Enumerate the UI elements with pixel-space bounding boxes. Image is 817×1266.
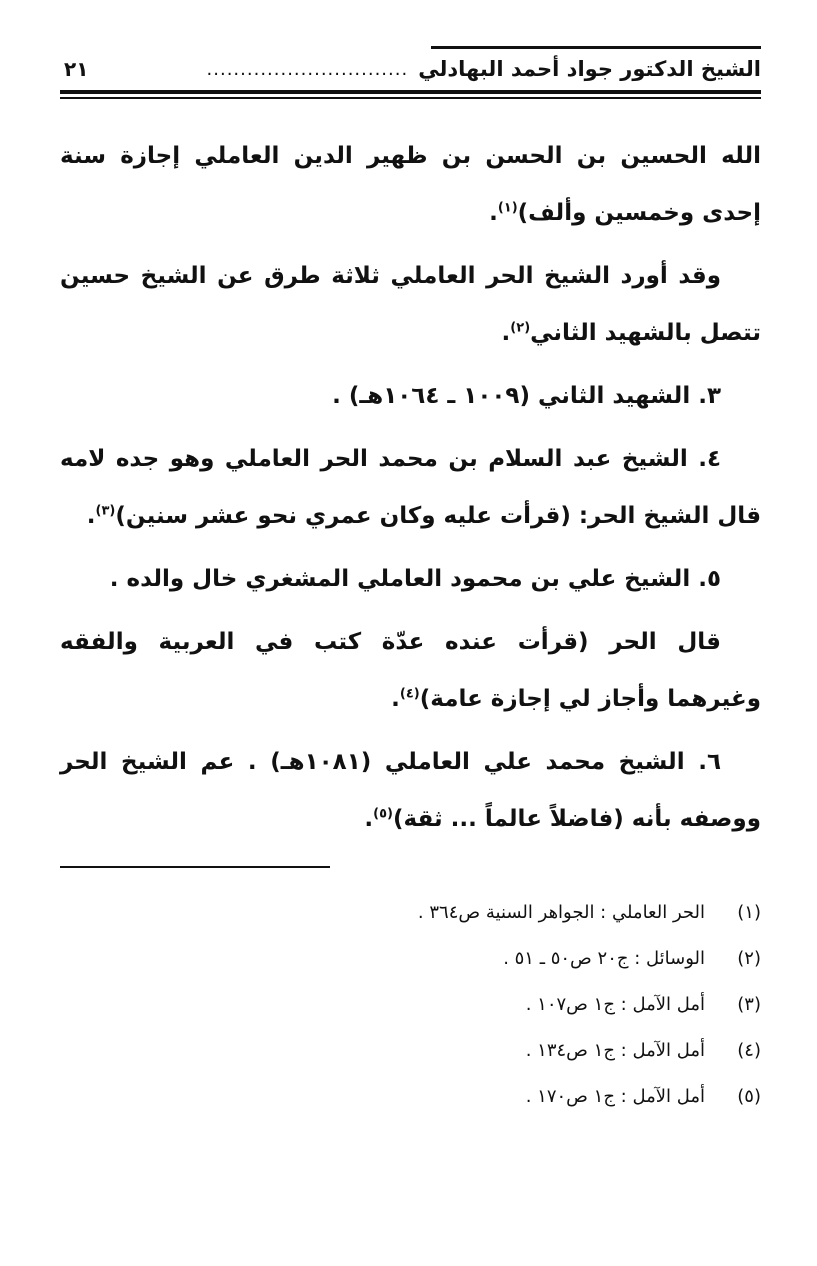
footnote-number: (١) (737, 902, 761, 923)
paragraph-text: الله الحسين بن الحسن بن ظهير الدين العاملي إجازة سنة إحدى وخمسين وألف) (60, 143, 761, 226)
header-row (60, 52, 761, 86)
paragraph-end: . (501, 320, 511, 346)
paragraph-2 (60, 248, 761, 362)
footnote-ref: (١) (497, 200, 518, 216)
page-header (60, 40, 761, 92)
footnotes-list (60, 890, 761, 1120)
paragraph-text: وقد أورد الشيخ الحر العاملي ثلاثة طرق عن الشيخ حسين تتصل بالشهيد الثاني (60, 263, 761, 346)
footnote-text: أمل الآمل : ج١ ص١٧٠ . (525, 1086, 705, 1107)
book-page (60, 40, 761, 1266)
footnote-5 (60, 1074, 761, 1120)
paragraph-4 (60, 431, 761, 545)
footnote-number: (٥) (737, 1086, 761, 1107)
paragraph-text: قال الحر (قرأت عنده عدّة كتب في العربية والفقه وغيرهما وأجاز لي إجازة عامة) (60, 629, 761, 712)
footnote-2 (60, 936, 761, 982)
running-title: الشيخ الدكتور جواد أحمد البهادلي (418, 57, 761, 81)
footnote-text: أمل الآمل : ج١ ص١٠٧ . (525, 994, 705, 1015)
header-rule-thin (60, 97, 761, 99)
paragraph-end: . (391, 686, 400, 712)
paragraph-end: . (86, 503, 96, 529)
paragraph-text: ٣. الشهيد الثاني (١٠٠٩ ـ ١٠٦٤هـ) . (332, 383, 721, 409)
footnote-ref: (٥) (373, 806, 393, 822)
paragraph-end: . (489, 200, 498, 226)
footnote-separator (60, 866, 330, 868)
paragraph-text: ٥. الشيخ علي بن محمود العاملي المشغري خال والده . (109, 566, 721, 592)
paragraph-text: ٤. الشيخ عبد السلام بن محمد الحر العاملي وهو جده لامه قال الشيخ الحر: (قرأت عليه وكان عمري نحو عشر سنين) (60, 446, 761, 529)
footnote-text: أمل الآمل : ج١ ص١٣٤ . (525, 1040, 705, 1061)
leader-dots: .............................. (206, 58, 409, 80)
header-rule-thick (60, 90, 761, 94)
body-text (60, 128, 761, 848)
footnote-number: (٢) (737, 948, 761, 969)
paragraph-end: . (364, 806, 374, 832)
paragraph-5 (60, 551, 761, 608)
footnote-ref: (٢) (510, 320, 531, 336)
footnote-number: (٤) (737, 1040, 761, 1061)
paragraph-text: ٦. الشيخ محمد علي العاملي (١٠٨١هـ) . عم الشيخ الحر ووصفه بأنه (فاضلاً عالماً ... ثقة) (60, 749, 761, 832)
footnote-4 (60, 1028, 761, 1074)
paragraph-3 (60, 368, 761, 425)
paragraph-7 (60, 734, 761, 848)
footnote-ref: (٣) (95, 503, 116, 519)
footnote-number: (٣) (737, 994, 761, 1015)
header-top-rule (431, 46, 761, 49)
footnote-text: الوسائل : ج٢٠ ص٥٠ ـ ٥١ . (503, 948, 705, 969)
paragraph-6 (60, 614, 761, 728)
footnote-ref: (٤) (399, 686, 420, 702)
paragraph-1 (60, 128, 761, 242)
footnote-1 (60, 890, 761, 936)
footnote-text: الحر العاملي : الجواهر السنية ص٣٦٤ . (417, 902, 705, 923)
page-number: ٢١ (64, 57, 89, 81)
footnote-3 (60, 982, 761, 1028)
